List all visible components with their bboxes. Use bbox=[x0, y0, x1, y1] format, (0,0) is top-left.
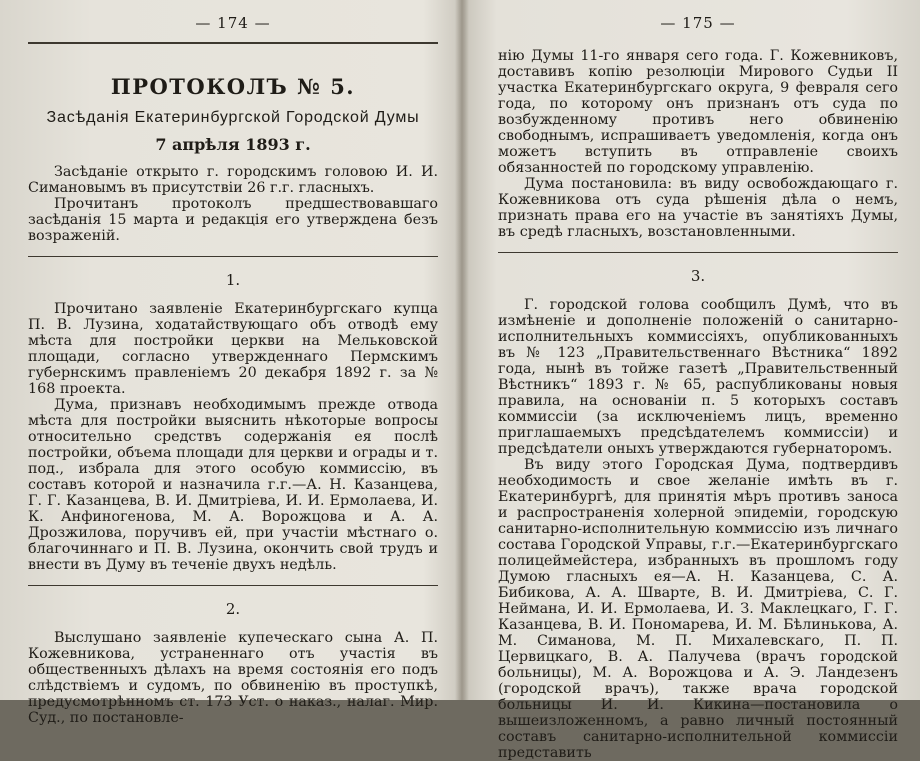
section-2-paragraph-1: Выслушано заявленіе купеческаго сына А. П. Кожевникова, устраненнаго отъ участія въ общественныхъ дѣлахъ на время состоянія его подъ слѣдствіемъ и судомъ, по обвиненію въ проступкѣ, предусмотрѣнномъ ст. 173 Уст. о наказ., налаг. Мир. Суд., по постановле- bbox=[28, 630, 438, 726]
section-number: 2. bbox=[225, 600, 241, 618]
section-divider bbox=[28, 585, 438, 586]
section-3-paragraph-1: Г. городской голова сообщилъ Думѣ, что въ измѣненіе и дополненіе положеній о санитарно-исполнительныхъ коммиссіяхъ, опубликованныхъ въ № 123 „Правительственнаго Вѣстника“ 1892 года, нынѣ въ тойже газетѣ „Правительственный Вѣстникъ“ 1893 г. № 65, распубликованы новыя правила, на основаніи п. 5 которыхъ составъ коммиссіи (за исключеніемъ лицъ, временно приглашаемыхъ предсѣдателемъ коммиссіи) и предсѣдатели оныхъ утверждаются губернаторомъ. bbox=[498, 297, 898, 457]
section-number: 1. bbox=[225, 271, 241, 289]
protocol-read-paragraph: Прочитанъ протоколъ предшествовавшаго засѣданія 15 марта и редакція его утверждена безъ возраженій. bbox=[28, 196, 438, 244]
left-page bbox=[28, 0, 438, 726]
right-page bbox=[498, 0, 898, 761]
page-number: — 175 — bbox=[660, 14, 736, 32]
right-page-content bbox=[498, 48, 898, 761]
protocol-subtitle: Засѣданія Екатеринбургской Городской Думы bbox=[46, 109, 420, 126]
section-1-paragraph-1: Прочитано заявленіе Екатеринбургскаго купца П. В. Лузина, ходатайствующаго объ отводѣ ему мѣста для постройки церкви на Мельковской площади, согласно утвержденнаго Пермскимъ губернскимъ правленіемъ 20 декабря 1892 г. за № 168 проекта. bbox=[28, 301, 438, 397]
section-divider bbox=[28, 256, 438, 257]
protocol-title: ПРОТОКОЛЪ № 5. bbox=[110, 74, 356, 99]
header-rule bbox=[28, 42, 438, 44]
page-number: — 174 — bbox=[195, 14, 271, 32]
continuation-paragraph: нію Думы 11-го января сего года. Г. Кожевниковъ, доставивъ копію резолюціи Мирового Судьи II участка Екатеринбургскаго округа, 9 февраля сего года, по которому онъ признанъ отъ суда по возбужденному противъ него обвиненію свободнымъ, испрашиваетъ уведомленія, когда онъ можетъ вступить въ отправленіе своихъ обязанностей по городскому управленію. bbox=[498, 48, 898, 176]
left-page-content bbox=[28, 74, 438, 726]
book-gutter bbox=[455, 0, 469, 700]
section-1-paragraph-2: Дума, признавъ необходимымъ прежде отвода мѣста для постройки выяснить нѣкоторые вопросы относительно средствъ содержанія ея послѣ постройки, объема площади для церкви и ограды и т. под., избрала для этого особую коммиссію, въ составъ которой и назначила г.г.—А. Н. Казанцева, Г. Г. Казанцева, В. И. Дмитріева, И. И. Ермолаева, И. К. Анфиногенова, М. А. Ворожцова и А. А. Дрозжилова, поручивъ ей, при участіи мѣстнаго о. благочиннаго и П. В. Лузина, окончить свой трудъ и внести въ Думу въ теченіе двухъ недѣль. bbox=[28, 397, 438, 573]
section-divider bbox=[498, 252, 898, 253]
protocol-date: 7 апрѣля 1893 г. bbox=[155, 135, 311, 154]
decision-paragraph: Дума постановила: въ виду освобождающаго г. Кожевникова отъ суда рѣшенія дѣла о немъ, признать права его на участіе въ занятіяхъ Думы, въ средѣ гласныхъ, возстановленными. bbox=[498, 176, 898, 240]
section-number: 3. bbox=[690, 267, 706, 285]
section-3-paragraph-2: Въ виду этого Городская Дума, подтвердивъ необходимость и свое желаніе имѣть въ г. Екатеринбургѣ, для принятія мѣръ противъ заноса и распространенія холерной эпидеміи, городскую санитарно-исполнительную коммиссію изъ личнаго состава Городской Управы, г.г.—Екатеринбургскаго полицеймейстера, избранныхъ въ прошломъ году Думою гласныхъ ея—А. Н. Казанцева, С. А. Бибикова, А. А. Шварте, В. И. Дмитріева, С. Г. Неймана, И. И. Ермолаева, И. З. Маклецкаго, Г. Г. Казанцева, В. И. Пономарева, И. М. Бѣлинькова, А. М. Симанова, М. П. Михалевскаго, П. П. Цервицкаго, В. А. Палучева (врачъ городской больницы), М. А. Ворожцова и А. Э. Ландезенъ (городской врачъ), также врача городской больницы И. И. Кикина—постановила о вышеизложенномъ, а равно личный постоянный составъ санитарно-исполнительной коммиссіи представить bbox=[498, 457, 898, 761]
opening-paragraph: Засѣданіе открыто г. городскимъ головою И. И. Симановымъ въ присутствіи 26 г.г. гласныхъ. bbox=[28, 164, 438, 196]
